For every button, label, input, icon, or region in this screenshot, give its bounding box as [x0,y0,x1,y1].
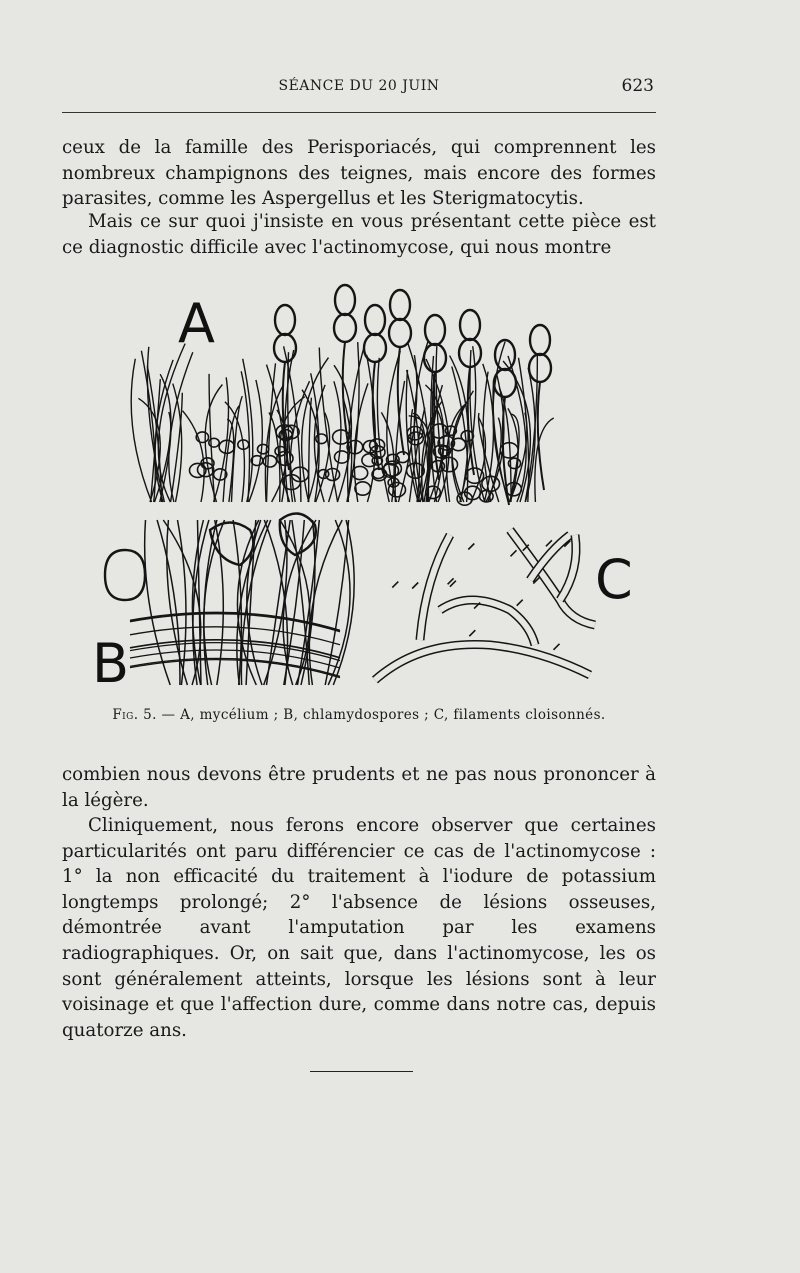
conidial-chain [530,325,550,355]
panel-c-septate-filaments [375,530,595,680]
running-header [62,76,656,100]
conidial-chain [495,340,515,370]
page-number: 623 [621,76,654,96]
panel-label-b: B [92,632,130,695]
conidial-chain [335,285,355,315]
end-rule [310,1071,413,1072]
running-title: SÉANCE DU 20 JUIN [278,78,440,94]
paragraph-4: Cliniquement, nous ferons encore observer que certaines particularités ont paru différencier ce cas de l'actinomycose : 1° la non efficacité du traitement à l'iodure de potassium longtemps prolongé; 2° l'absence de lésions osseuses, démontrée avant l'amputation par les examens radiographiques. Or, on sait que, dans l'actinomycose, les os sont généralement atteints, lorsque les lésions sont à leur voisinage et que l'affection dure, comme dans notre cas, depuis quatorze ans. [62,815,656,1041]
septum [546,540,552,546]
conidial-chain [494,369,516,397]
conidial-chain [389,319,411,347]
septum [392,582,398,588]
conidial-chain [529,354,551,382]
conidial-chain [460,310,480,340]
figure-5-illustration [90,280,635,700]
spore [482,476,500,491]
septum [511,550,517,556]
septum [412,583,418,589]
conidial-chain [424,344,446,372]
septum [469,630,475,636]
paragraph-2: Mais ce sur quoi j'insiste en vous présentant cette pièce est ce diagnostic difficile avec l'actinomycose, qui nous montre [62,211,656,258]
conidial-chain [390,290,410,320]
chlamydospore [105,550,145,600]
septum [468,544,474,550]
conidial-chain [425,315,445,345]
mycelium-filament [173,384,182,502]
paragraph-3: combien nous devons être prudents et ne pas nous prononcer à la légère. [62,764,656,811]
caption-text: — A, mycélium ; B, chlamydospores ; C, filaments cloisonnés. [161,707,606,723]
spore [335,451,349,463]
panel-label-c: C [595,548,633,611]
mycelium-filament [171,393,183,502]
filament-lumen [510,530,595,625]
septum [517,600,523,606]
panel-label-a: A [178,292,215,355]
conidial-chain [364,334,386,362]
mycelium-filament [309,398,312,502]
conidial-chain [275,305,295,335]
mycelium-filament [183,411,205,502]
mycelium-filament [265,385,283,502]
conidial-chain [274,334,296,362]
conidial-chain [365,305,385,335]
figure-caption [62,707,656,723]
header-rule [62,112,656,113]
conidial-chain [334,314,356,342]
spore [355,482,371,495]
panel-b-chlamydospores [105,514,354,685]
figure-number: Fig. 5. [112,707,157,723]
spore [389,483,406,497]
paragraph-1: ceux de la famille des Perisporiacés, qui comprennent les nombreux champignons des teignes, mais encore des formes parasites, comme les Aspergellus et les Sterigmatocytis. [62,137,656,210]
septum [554,644,560,650]
mycelium-filament [131,359,151,502]
